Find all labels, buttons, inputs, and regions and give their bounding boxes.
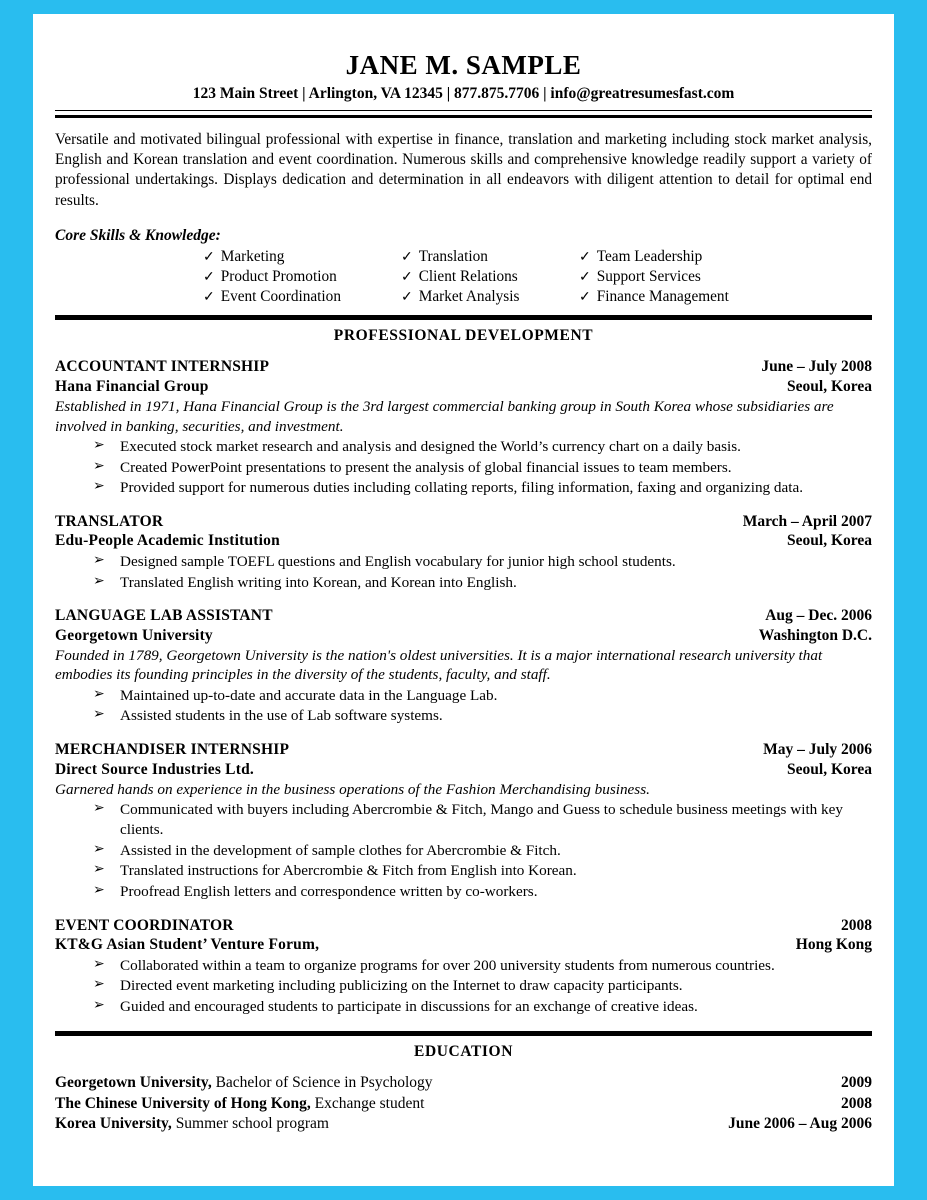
job-bullet [93, 573, 872, 593]
education-school: Georgetown University, [55, 1073, 212, 1091]
check-icon: ✓ [203, 289, 215, 305]
experience-row [55, 357, 872, 376]
job-bullet-text: Collaborated within a team to organize programs for over 200 university students from numerous countries. [120, 956, 775, 974]
job-title: LANGUAGE LAB ASSISTANT [55, 607, 273, 625]
job-dates: May – July 2006 [763, 741, 872, 759]
education-degree: Exchange student [310, 1094, 425, 1112]
education-degree: Summer school program [171, 1115, 329, 1133]
job-location: Seoul, Korea [787, 760, 872, 778]
experience-entry [55, 606, 872, 726]
education-degree: Bachelor of Science in Psychology [211, 1073, 433, 1091]
education-school: Korea University, [55, 1115, 172, 1133]
core-skills-label: Core Skills & Knowledge: [55, 226, 221, 244]
job-title: ACCOUNTANT INTERNSHIP [55, 358, 270, 376]
arrow-bullet-icon: ➢ [93, 707, 105, 723]
job-dates: Aug – Dec. 2006 [765, 607, 872, 625]
arrow-bullet-icon: ➢ [93, 479, 105, 495]
skill-item [401, 247, 579, 267]
job-company: Edu-People Academic Institution [55, 532, 280, 550]
job-bullet [93, 686, 872, 706]
job-bullet-text: Executed stock market research and analysis and designed the World’s currency chart on a daily basis. [120, 437, 741, 455]
job-bullet-list [55, 800, 872, 902]
education-year: 2008 [841, 1094, 872, 1112]
job-location: Hong Kong [795, 936, 872, 954]
skill-label: Finance Management [596, 287, 729, 305]
skill-item [579, 247, 872, 267]
education-year: June 2006 – Aug 2006 [728, 1115, 872, 1133]
job-bullet-text: Guided and encouraged students to participate in discussions for an exchange of creative ideas. [120, 998, 698, 1016]
education-detail [55, 1073, 433, 1094]
experience-row [55, 531, 872, 550]
job-location: Seoul, Korea [787, 377, 872, 395]
job-bullet-list [55, 686, 872, 727]
job-bullet-list [55, 437, 872, 498]
experience-entry [55, 357, 872, 498]
skill-label: Product Promotion [220, 267, 337, 285]
arrow-bullet-icon: ➢ [93, 573, 105, 589]
check-icon: ✓ [579, 249, 591, 265]
job-bullet-text: Translated English writing into Korean, and Korean into English. [120, 573, 517, 591]
job-bullet-text: Maintained up-to-date and accurate data in the Language Lab. [120, 686, 498, 704]
experience-divider [55, 315, 872, 320]
job-title: TRANSLATOR [55, 513, 164, 531]
job-location: Seoul, Korea [787, 532, 872, 550]
skill-label: Translation [418, 247, 488, 265]
core-skills-grid [203, 247, 872, 307]
experience-heading: PROFESSIONAL DEVELOPMENT [333, 327, 594, 345]
job-bullet-list [55, 956, 872, 1017]
page-title: JANE M. SAMPLE [345, 50, 582, 80]
check-icon: ✓ [579, 289, 591, 305]
skill-label: Client Relations [418, 267, 518, 285]
experience-row [55, 935, 872, 954]
skill-label: Marketing [220, 247, 285, 265]
job-bullet [93, 458, 872, 478]
job-location: Washington D.C. [758, 626, 872, 644]
education-entry [55, 1073, 872, 1094]
job-bullet-text: Directed event marketing including publicizing on the Internet to draw capacity participants. [120, 977, 683, 995]
job-title: MERCHANDISER INTERNSHIP [55, 741, 290, 759]
check-icon: ✓ [401, 269, 413, 285]
resume-page [33, 14, 894, 1186]
contact-line: 123 Main Street | Arlington, VA 12345 | 877.875.7706 | info@greatresumesfast.com [192, 85, 735, 102]
arrow-bullet-icon: ➢ [93, 977, 105, 993]
experience-row [55, 626, 872, 645]
check-icon: ✓ [401, 289, 413, 305]
education-school: The Chinese University of Hong Kong, [55, 1094, 311, 1112]
job-bullet-text: Provided support for numerous duties including collating reports, filing information, faxing and organizing data. [120, 479, 804, 497]
skill-label: Team Leadership [596, 247, 703, 265]
experience-row [55, 740, 872, 759]
job-bullet-text: Designed sample TOEFL questions and English vocabulary for junior high school students. [120, 552, 676, 570]
job-bullet [93, 800, 872, 840]
education-entry [55, 1114, 872, 1135]
job-bullet [93, 437, 872, 457]
job-bullet [93, 861, 872, 881]
experience-entry [55, 512, 872, 592]
experience-row [55, 377, 872, 396]
experience-entry [55, 916, 872, 1017]
job-dates: 2008 [841, 916, 872, 934]
job-bullet-list [55, 552, 872, 593]
check-icon: ✓ [203, 249, 215, 265]
arrow-bullet-icon: ➢ [93, 841, 105, 857]
skill-label: Market Analysis [418, 287, 520, 305]
education-detail [55, 1094, 424, 1115]
job-description: Founded in 1789, Georgetown University is the nation's oldest universities. It is a major international research university that embodies its founding principles in the diversity of the students, faculty, and staff. [55, 647, 823, 684]
skill-label: Event Coordination [220, 287, 341, 305]
job-bullet [93, 706, 872, 726]
job-bullet [93, 552, 872, 572]
job-description: Garnered hands on experience in the business operations of the Fashion Merchandising business. [55, 780, 650, 798]
job-bullet-text: Assisted in the development of sample clothes for Abercrombie & Fitch. [120, 841, 561, 859]
job-bullet-text: Assisted students in the use of Lab software systems. [120, 707, 443, 725]
job-bullet [93, 478, 872, 498]
experience-row [55, 760, 872, 779]
skill-label: Support Services [596, 267, 701, 285]
job-company: Hana Financial Group [55, 377, 209, 395]
experience-row [55, 512, 872, 531]
check-icon: ✓ [401, 249, 413, 265]
check-icon: ✓ [579, 269, 591, 285]
education-year: 2009 [841, 1073, 872, 1091]
arrow-bullet-icon: ➢ [93, 801, 105, 817]
education-divider [55, 1031, 872, 1036]
arrow-bullet-icon: ➢ [93, 998, 105, 1014]
job-description: Established in 1971, Hana Financial Group is the 3rd largest commercial banking group in South Korea whose subsidiaries are involved in banking, securities, and investment. [55, 398, 834, 435]
job-dates: March – April 2007 [742, 513, 872, 531]
job-bullet-text: Communicated with buyers including Abercrombie & Fitch, Mango and Guess to schedule business meetings with key clients. [120, 801, 843, 838]
arrow-bullet-icon: ➢ [93, 552, 105, 568]
experience-list [55, 357, 872, 1016]
job-title: EVENT COORDINATOR [55, 916, 234, 934]
skill-item [203, 247, 401, 267]
skill-item [203, 267, 401, 287]
experience-row [55, 916, 872, 935]
job-bullet [93, 841, 872, 861]
job-dates: June – July 2008 [761, 358, 872, 376]
header-divider [55, 110, 872, 118]
job-company: Georgetown University [55, 626, 213, 644]
experience-row [55, 606, 872, 625]
education-entry [55, 1094, 872, 1115]
job-bullet-text: Created PowerPoint presentations to present the analysis of global financial issues to team members. [120, 458, 732, 476]
job-bullet-text: Translated instructions for Abercrombie & Fitch from English into Korean. [120, 862, 577, 880]
skill-item [203, 287, 401, 307]
job-bullet-text: Proofread English letters and correspondence written by co-workers. [120, 883, 538, 901]
skill-item [579, 287, 872, 307]
education-heading: EDUCATION [414, 1042, 513, 1060]
arrow-bullet-icon: ➢ [93, 686, 105, 702]
job-bullet [93, 882, 872, 902]
education-list [55, 1073, 872, 1135]
experience-entry [55, 740, 872, 902]
arrow-bullet-icon: ➢ [93, 458, 105, 474]
job-bullet [93, 997, 872, 1017]
job-bullet [93, 976, 872, 996]
arrow-bullet-icon: ➢ [93, 862, 105, 878]
skill-item [579, 267, 872, 287]
job-bullet [93, 956, 872, 976]
arrow-bullet-icon: ➢ [93, 883, 105, 899]
job-company: Direct Source Industries Ltd. [55, 760, 254, 778]
check-icon: ✓ [203, 269, 215, 285]
arrow-bullet-icon: ➢ [93, 956, 105, 972]
skill-item [401, 267, 579, 287]
arrow-bullet-icon: ➢ [93, 437, 105, 453]
summary-paragraph: Versatile and motivated bilingual professional with expertise in finance, translation and marketing including stock market analysis, English and Korean translation and event coordination. Numerous skills and comprehensive knowledge readily support a variety of professional undertakings. Displays dedication and determination in all endeavors with diligent attention to detail for optimal end results. [55, 131, 872, 209]
education-detail [55, 1114, 329, 1135]
skill-item [401, 287, 579, 307]
job-company: KT&G Asian Student’ Venture Forum, [55, 936, 320, 954]
